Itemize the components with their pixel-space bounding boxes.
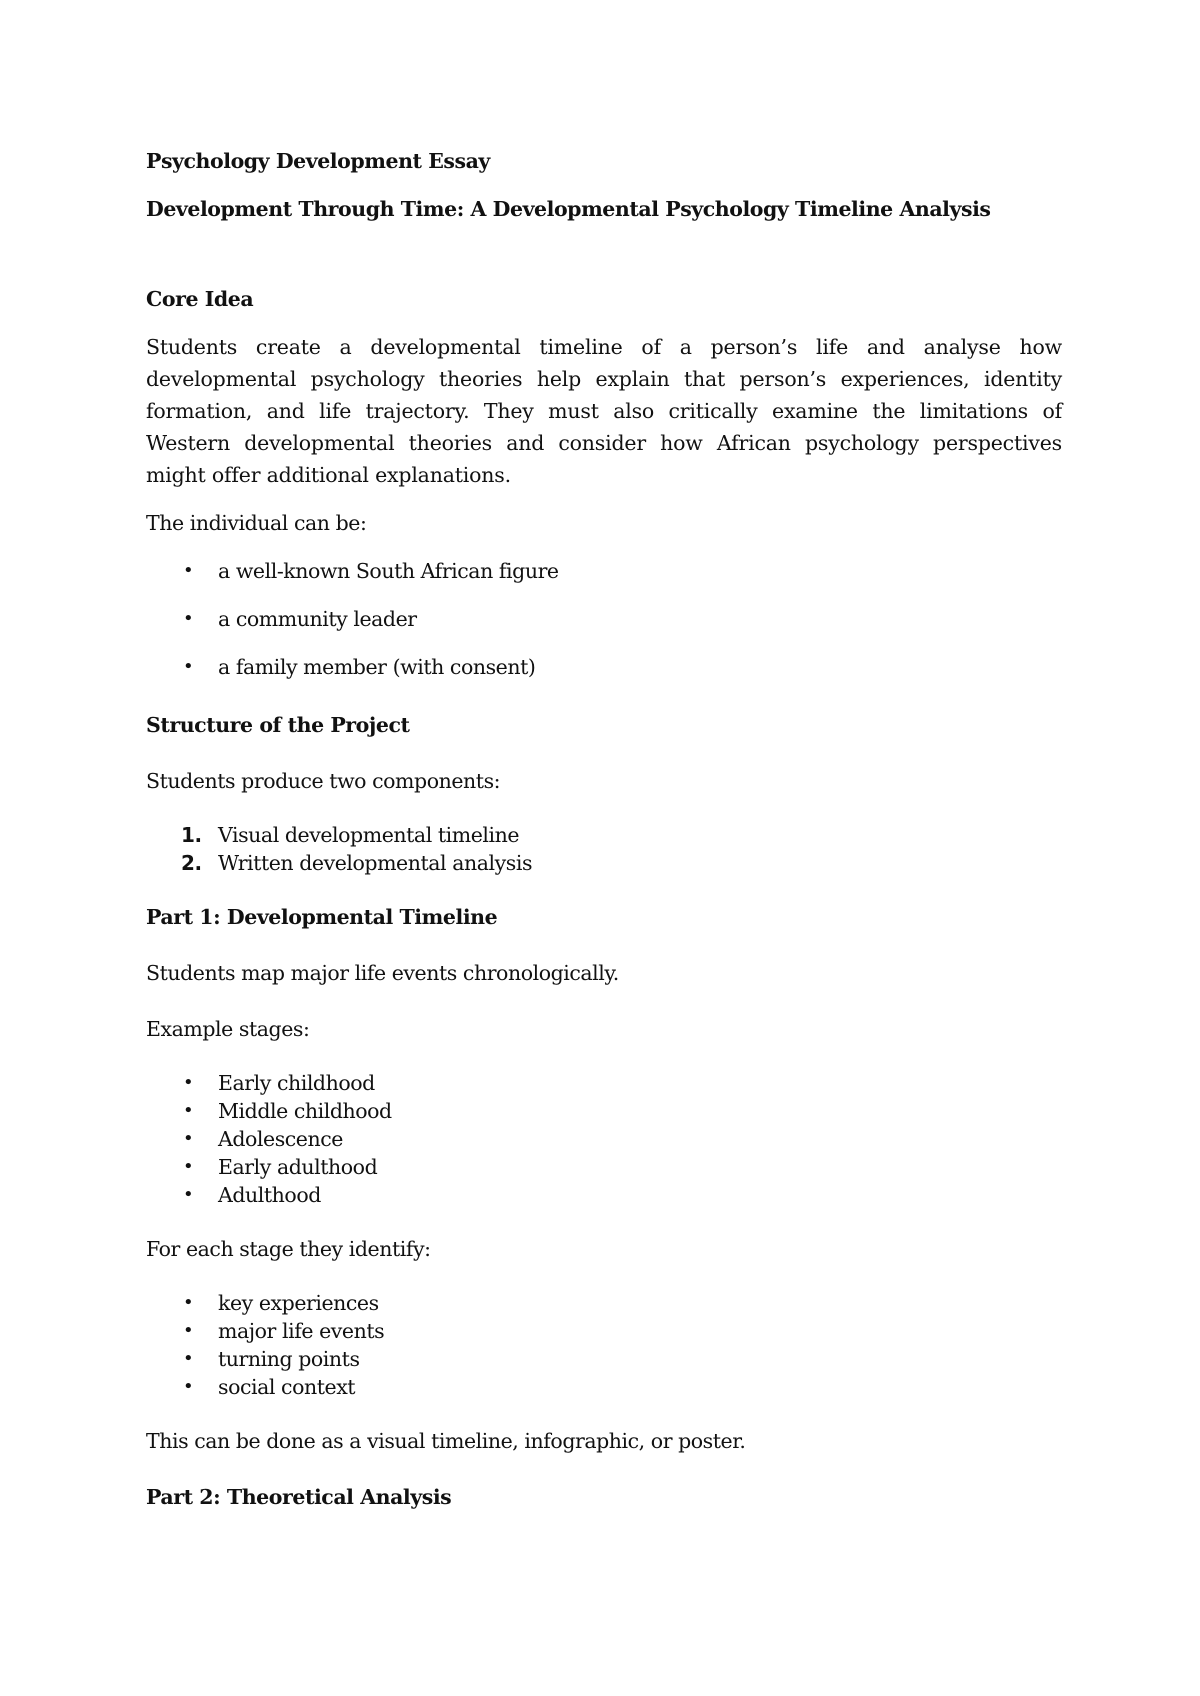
list-item <box>146 1373 1062 1401</box>
part1-closing: This can be done as a visual timeline, infographic, or poster. <box>146 1429 746 1453</box>
list-item <box>146 849 1062 877</box>
document-subtitle: Development Through Time: A Developmental Psychology Timeline Analysis <box>146 197 991 221</box>
list-item <box>146 1317 1062 1345</box>
core-idea-paragraph: Students create a developmental timeline of a person’s life and analyse how developmental psychology theories help explain that person’s experiences, identity formation, and life trajectory. They must also critically examine the limitations of Western developmental theories and consider how African psychology perspectives might offer additional explanations. <box>146 335 1062 487</box>
bullet-icon: • <box>183 560 194 581</box>
list-item <box>146 1125 1062 1153</box>
list-item-text: Visual developmental timeline <box>218 823 520 847</box>
list-item <box>146 603 1062 635</box>
list-item <box>146 1345 1062 1373</box>
bullet-icon: • <box>183 1348 194 1369</box>
structure-intro: Students produce two components: <box>146 769 501 793</box>
bullet-icon: • <box>183 608 194 629</box>
list-item <box>146 555 1062 587</box>
bullet-icon: • <box>183 1072 194 1093</box>
individual-list <box>146 555 1062 683</box>
list-item <box>146 1097 1062 1125</box>
identify-list <box>146 1289 1062 1401</box>
list-item <box>146 1181 1062 1209</box>
part1-heading: Part 1: Developmental Timeline <box>146 905 498 929</box>
list-number: 2. <box>181 851 202 875</box>
list-item-text: Early childhood <box>218 1071 375 1095</box>
list-item-text: a family member (with consent) <box>218 655 536 679</box>
list-item-text: major life events <box>218 1319 385 1343</box>
document-title: Psychology Development Essay <box>146 149 490 173</box>
list-item-text: Adulthood <box>218 1183 321 1207</box>
identify-intro: For each stage they identify: <box>146 1237 431 1261</box>
structure-heading: Structure of the Project <box>146 713 410 737</box>
list-item <box>146 651 1062 683</box>
list-item-text: Adolescence <box>218 1127 343 1151</box>
list-item <box>146 1289 1062 1317</box>
stages-intro: Example stages: <box>146 1017 310 1041</box>
document-body <box>146 145 1062 1513</box>
list-item-text: a well-known South African figure <box>218 559 559 583</box>
bullet-icon: • <box>183 1128 194 1149</box>
list-item-text: Early adulthood <box>218 1155 378 1179</box>
bullet-icon: • <box>183 1100 194 1121</box>
list-item-text: key experiences <box>218 1291 379 1315</box>
bullet-icon: • <box>183 656 194 677</box>
list-item <box>146 821 1062 849</box>
list-item-text: Written developmental analysis <box>218 851 533 875</box>
list-item <box>146 1153 1062 1181</box>
individual-intro: The individual can be: <box>146 511 367 535</box>
list-number: 1. <box>181 823 202 847</box>
part2-heading: Part 2: Theoretical Analysis <box>146 1485 452 1509</box>
stages-list <box>146 1069 1062 1209</box>
bullet-icon: • <box>183 1156 194 1177</box>
list-item-text: turning points <box>218 1347 360 1371</box>
components-list <box>146 821 1062 877</box>
list-item-text: social context <box>218 1375 356 1399</box>
bullet-icon: • <box>183 1292 194 1313</box>
bullet-icon: • <box>183 1376 194 1397</box>
core-idea-heading: Core Idea <box>146 287 254 311</box>
part1-intro: Students map major life events chronologically. <box>146 961 619 985</box>
bullet-icon: • <box>183 1320 194 1341</box>
bullet-icon: • <box>183 1184 194 1205</box>
list-item <box>146 1069 1062 1097</box>
list-item-text: Middle childhood <box>218 1099 392 1123</box>
list-item-text: a community leader <box>218 607 417 631</box>
